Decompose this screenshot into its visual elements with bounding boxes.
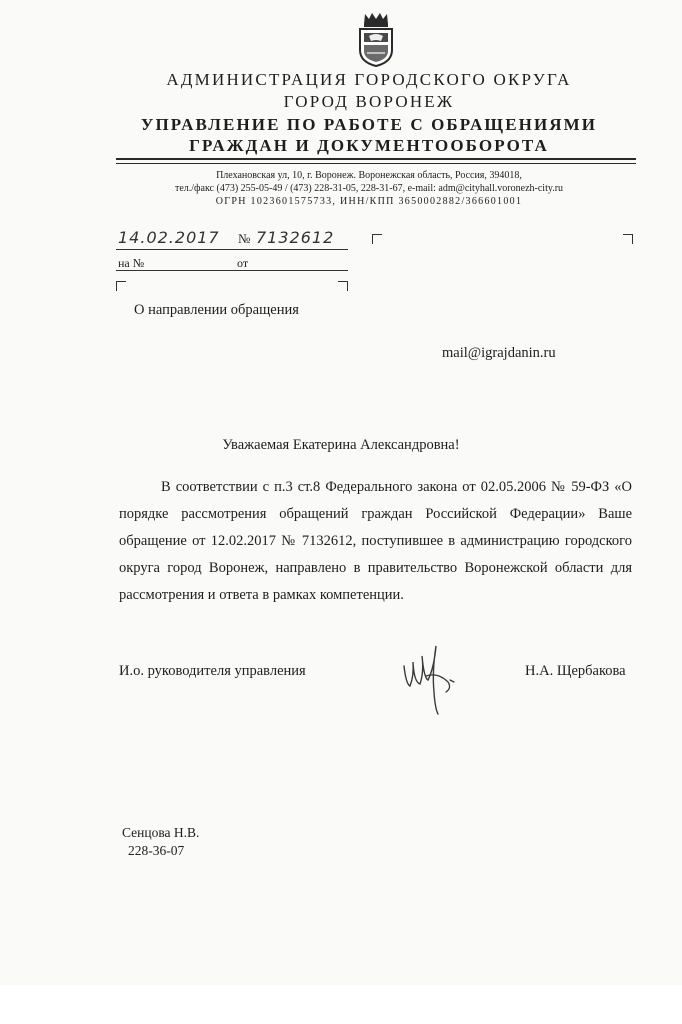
department-name-line1: УПРАВЛЕНИЕ ПО РАБОТЕ С ОБРАЩЕНИЯМИ: [140, 115, 598, 134]
in-reply-to-label: на №: [118, 256, 145, 270]
address-corner-mark: [372, 234, 382, 244]
signatory-name: Н.А. Щербакова: [525, 663, 626, 679]
outgoing-number: 7132612: [256, 228, 335, 247]
subject-corner-mark: [116, 281, 126, 291]
outgoing-date: 14.02.2017: [118, 228, 220, 247]
header-rule-thick: [116, 158, 636, 160]
admin-name-line2: ГОРОД ВОРОНЕЖ: [283, 92, 455, 111]
signatory-role: И.о. руководителя управления: [119, 663, 306, 679]
page-margin: [0, 985, 682, 1024]
subject-corner-mark: [338, 281, 348, 291]
address-corner-mark: [623, 234, 633, 244]
executor-name: Сенцова Н.В.: [122, 825, 200, 840]
department-name-line2: ГРАЖДАН И ДОКУМЕНТООБОРОТА: [189, 136, 549, 155]
recipient-address: mail@igrajdanin.ru: [442, 345, 556, 361]
from-date-label: от: [237, 256, 249, 270]
admin-name-line1: АДМИНИСТРАЦИЯ ГОРОДСКОГО ОКРУГА: [166, 70, 572, 89]
contacts-line: тел./факс (473) 255-05-49 / (473) 228-31-05, 228-31-67, e-mail: adm@cityhall.voronezh-city.ru: [174, 183, 564, 194]
body-paragraph: В соответствии с п.3 ст.8 Федерального закона от 02.05.2006 № 59-ФЗ «О порядке рассмотрения обращений граждан Российской Федерации» Ваше обращение от 12.02.2017 № 7132612, поступившее в администрацию городского округа город Воронеж, направлено в правительство Воронежской области для рассмотрения и ответа в рамках компетенции.: [119, 479, 632, 603]
address-line: Плехановская ул, 10, г. Воронеж. Воронежская область, Россия, 394018,: [216, 170, 522, 181]
registration-line-top: [116, 249, 348, 250]
letter-subject: О направлении обращения: [134, 302, 299, 318]
header-rule-thin: [116, 163, 636, 164]
voronezh-coat-of-arms-icon: [357, 12, 395, 68]
registration-ids-line: ОГРН 1023601575733, ИНН/КПП 3650002882/366601001: [215, 196, 523, 207]
letter-body: [119, 474, 632, 609]
registration-line-bottom: [116, 270, 348, 271]
executor-phone: 228-36-07: [128, 843, 185, 858]
salutation: Уважаемая Екатерина Александровна!: [222, 437, 460, 453]
number-sign: №: [238, 231, 251, 246]
handwritten-signature-icon: [398, 632, 462, 718]
